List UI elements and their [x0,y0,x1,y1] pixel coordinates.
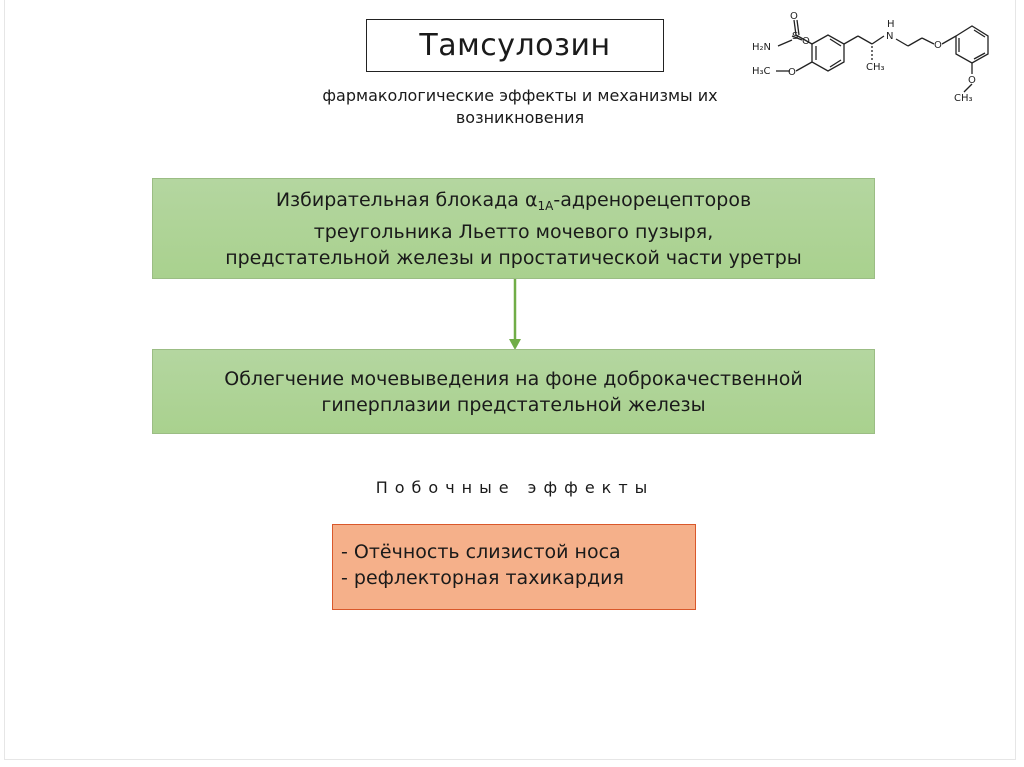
effect-line-2: гиперплазии предстательной железы [321,393,706,416]
atom-o-ether: O [934,40,942,51]
atom-o-top: O [790,11,798,22]
atom-h2n: H₂N [752,42,772,53]
atom-o-left: O [802,36,810,47]
mechanism-line-1: Избирательная блокада $\alpha_{1A}$-адренорецепторов [275,188,752,213]
subtitle [250,85,790,129]
benzene-ring-2 [956,26,988,63]
atom-ch3-chiral: CH₃ [866,62,885,73]
subtitle-line-1: фармакологические эффекты и механизмы их [322,86,718,105]
alpha-subscript: 1A [537,198,554,213]
tamsulosin-structure-image [744,8,1004,104]
mechanism-line-3: предстательной железы и простатической части уретры [225,246,802,269]
effect-line-1: Облегчение мочевыведения на фоне доброкачественной [224,367,803,390]
mechanism-line-2: треугольника Льетто мочевого пузыря, [313,220,714,243]
side-effects-heading: Побочные эффекты [375,478,655,497]
atom-ch3-ethoxy: CH₃ [954,93,973,104]
atom-h: H [887,19,895,30]
page-title [366,19,664,72]
effect-box [152,349,875,434]
atom-s: S [792,31,799,42]
atom-o-methoxy: O [788,67,796,78]
side-effects-box [332,524,696,610]
title-text: Тамсулозин [419,28,611,63]
side-effect-item: - Отёчность слизистой носа [341,541,621,563]
benzene-ring-1 [812,35,844,71]
down-arrow-connector [505,279,525,351]
side-effect-item: - рефлекторная тахикардия [341,567,624,589]
mechanism-box [152,178,875,279]
atom-h3c: H₃C [752,66,771,77]
atom-n: N [886,31,894,42]
atom-o-ethoxy: O [968,75,976,86]
subtitle-line-2: возникновения [455,108,585,127]
